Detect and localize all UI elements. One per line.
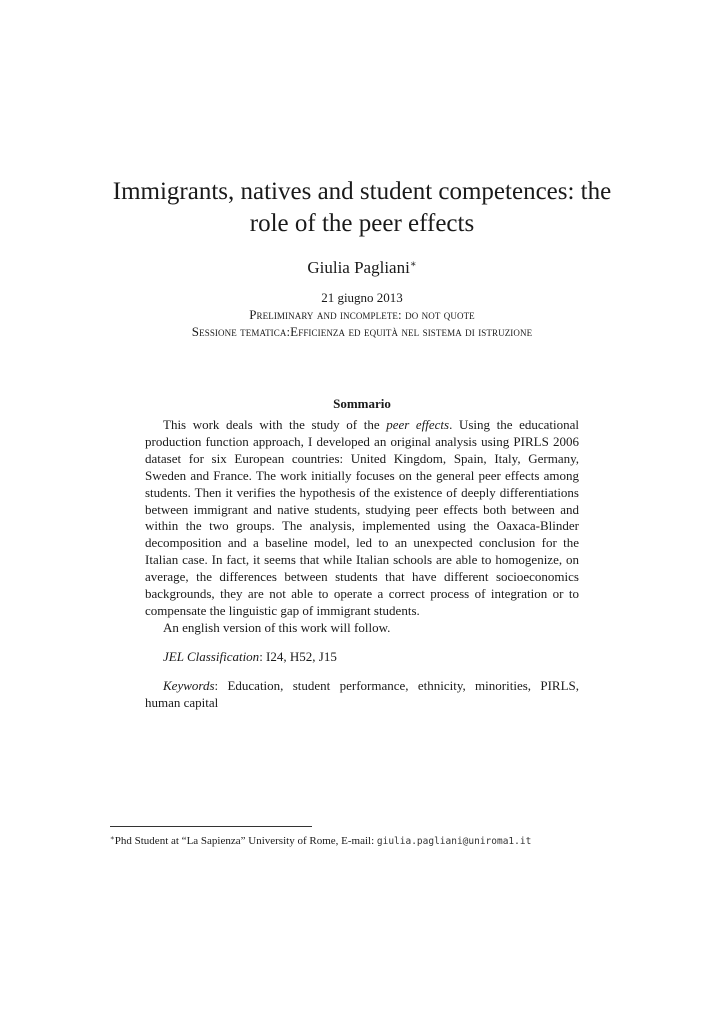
abstract-heading: Sommario xyxy=(333,396,391,411)
author xyxy=(62,255,662,278)
jel-label: JEL Classification xyxy=(163,648,260,664)
author-footnote-mark: ∗ xyxy=(409,259,417,270)
keywords xyxy=(145,678,579,712)
abstract-paragraph-2: An english version of this work will follow. xyxy=(163,619,391,635)
jel-classification xyxy=(145,649,579,666)
author-name: Giulia Pagliani xyxy=(307,258,410,277)
abstract-p1-emphasis: peer effects xyxy=(386,417,450,432)
title-line-1: Immigrants, natives and student competences: the xyxy=(112,178,612,205)
abstract-paragraph-1 xyxy=(145,417,579,620)
abstract-p1-rest: . Using the educational production function approach, I developed an original analysis using PIRLS 2006 dataset for six European countries: United Kingdom, Spain, Italy, Germany, Sweden and France. The work initially focuses on the general peer effects among students. Then it verifies the hypothesis of the existence of deeply differentiations between immigrant and native students, studying peer effects both between and within the two groups. The analysis, implemented using the Oaxaca-Blinder decomposition and a baseline model, led to an unexpected conclusion for the Italian case. In fact, it seems that while Italian schools are able to homogenize, on average, the differences between students that have different socioeconomics backgrounds, they are not able to operate a correct process of integration or to compensate the linguistic gap of immigrant students. xyxy=(145,417,579,618)
author-email: giulia.pagliani@uniroma1.it xyxy=(376,836,532,847)
jel-value: : I24, H52, J15 xyxy=(259,648,337,664)
footnote xyxy=(110,831,630,849)
paper-title xyxy=(62,176,662,240)
date: 21 giugno 2013 xyxy=(321,290,403,305)
keywords-value: : Education, student performance, ethnicity, minorities, PIRLS, human capital xyxy=(145,677,579,710)
footnote-mark: ∗ xyxy=(110,834,115,842)
keywords-label: Keywords xyxy=(163,677,215,693)
preliminary-notice: Preliminary and incomplete: do not quote xyxy=(249,307,475,322)
session-notice: Sessione tematica:Efficienza ed equità nel sistema di istruzione xyxy=(191,324,533,339)
footnote-rule xyxy=(110,826,312,827)
title-line-2: role of the peer effects xyxy=(249,210,475,237)
abstract-body xyxy=(145,417,579,712)
footnote-text: Phd Student at “La Sapienza” University of Rome, E-mail: xyxy=(114,835,377,847)
abstract-p1-start: This work deals with the study of the xyxy=(163,417,387,432)
